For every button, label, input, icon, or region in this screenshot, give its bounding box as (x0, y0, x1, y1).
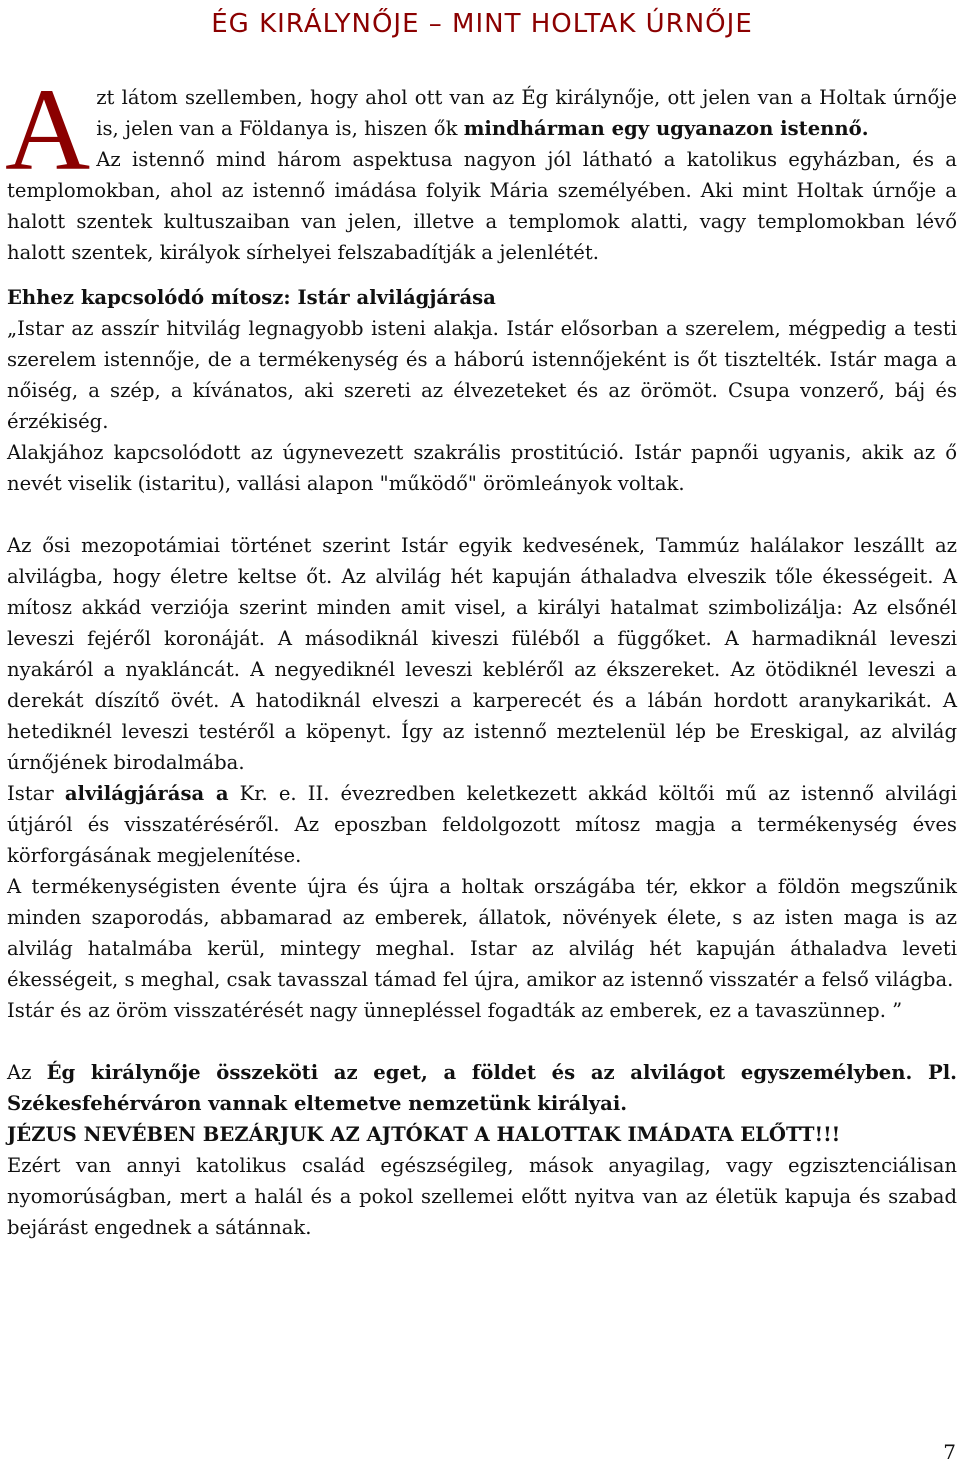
page-number: 7 (943, 1440, 956, 1464)
myth-p4-text-b: Kr. e. II. évezredben keletkezett akkád költői mű az istennő alvilági útjáról és visszatéréséről. Az eposzban feldolgozott mítosz magja a termékenység éves körforgásának megjelenítése. (7, 782, 958, 867)
myth-p4-text-a: Istar (7, 782, 65, 805)
document-page (7, 0, 957, 1243)
myth-paragraph-1: „Istar az asszír hitvilág legnagyobb isteni alakja. Istár elősorban a szerelem, mégpedig a testi szerelem istennője, de a termékenység és a háború istennőjeként is őt tisztelték. Istár maga a nőiség, a szép, a kívánatos, aki szereti az élvezeteket és az örömöt. Csupa vonzerő, báj és érzékiség. (7, 317, 957, 433)
myth-paragraph-6: Istár és az öröm visszatérését nagy ünnepléssel fogadták az emberek, ez a tavaszünnep. ” (7, 999, 903, 1022)
myth-paragraph-5: A termékenységisten évente újra és újra a holtak országába tér, ekkor a földön megszűnik minden szaporodás, abbamarad az emberek, állatok, növények élete, s az isten maga is az alvilág hatalmába kerül, mintegy meghal. Istar az alvilág hét kapuján áthaladva leveti ékességeit, s meghal, csak tavasszal támad fel újra, amikor az istennő visszatér a felső világba. (7, 875, 957, 991)
closing-bold-text: Ég királynője összeköti az eget, a földet és az alvilágot egyszemélyben. Pl. Székesfehérváron vannak eltemetve nemzetünk királyai. (7, 1061, 958, 1115)
closing-warning: JÉZUS NEVÉBEN BEZÁRJUK AZ AJTÓKAT A HALOTTAK IMÁDATA ELŐTT!!! (7, 1123, 841, 1146)
intro-text: zt látom szellemben, hogy ahol ott van az Ég királynője, ott jelen van a Holtak úrnője is, jelen van a Földanya is, hiszen ők (96, 86, 957, 140)
closing-paragraph-2 (7, 1119, 957, 1150)
myth-paragraph-4 (7, 778, 957, 871)
intro-paragraph (5, 64, 957, 195)
drop-cap: A (5, 64, 91, 195)
closing-text: Az (7, 1061, 47, 1084)
myth-heading-text: Ehhez kapcsolódó mítosz: Istár alvilágjárása (7, 286, 496, 309)
myth-paragraph-3: Az ősi mezopotámiai történet szerint Istár egyik kedvesének, Tammúz halálakor leszállt az alvilágba, hogy életre keltse őt. Az alvilág hét kapuján áthaladva elveszik tőle ékességeit. A mítosz akkád verziója szerint minden amit visel, a királyi hatalmat szimbolizálja: Az elsőnél leveszi fejéről koronáját. A másodiknál kiveszi füléből a függőket. A harmadiknál leveszi nyakáról a nyakláncát. A negyediknél leveszi kebléről az ékszereket. Az ötödiknél leveszi a derekát díszítő övét. A hatodiknál elveszi a karperecét és a lábán hordott aranykarikát. A hetediknél leveszi testéről a köpenyt. Így az istennő meztelenül lép be Ereskigal, az alvilág úrnőjének birodalmába. (7, 534, 957, 774)
myth-paragraph-2: Alakjához kapcsolódott az úgynevezett szakrális prostitúció. Istár papnői ugyanis, akik az ő nevét viselik (istaritu), vallási alapon "működő" örömleányok voltak. (7, 441, 957, 495)
myth-p4-bold: alvilágjárása a (64, 782, 229, 805)
intro-paragraph-2: Az istennő mind három aspektusa nagyon jól látható a katolikus egyházban, és a templomokban, ahol az istennő imádása folyik Mária személyében. Aki mint Holtak úrnője a halott szentek kultuszaiban van jelen, illetve a templomok alatti, vagy templomokban lévő halott szentek, királyok sírhelyei felszabadítják a jelenlétét. (7, 148, 957, 264)
closing-paragraph-1 (7, 1057, 957, 1119)
myth-heading (7, 282, 957, 313)
closing-paragraph-3: Ezért van annyi katolikus család egészségileg, mások anyagilag, vagy egzisztenciálisan nyomorúságban, mert a halál és a pokol szellemei előtt nyitva van az életük kapuja és szabad bejárást engednek a sátánnak. (7, 1154, 957, 1239)
intro-bold-text: mindhárman egy ugyanazon istennő. (463, 117, 869, 140)
page-title-text: ÉG KIRÁLYNŐJE – MINT HOLTAK ÚRNŐJE (211, 9, 753, 39)
page-title (7, 6, 957, 46)
